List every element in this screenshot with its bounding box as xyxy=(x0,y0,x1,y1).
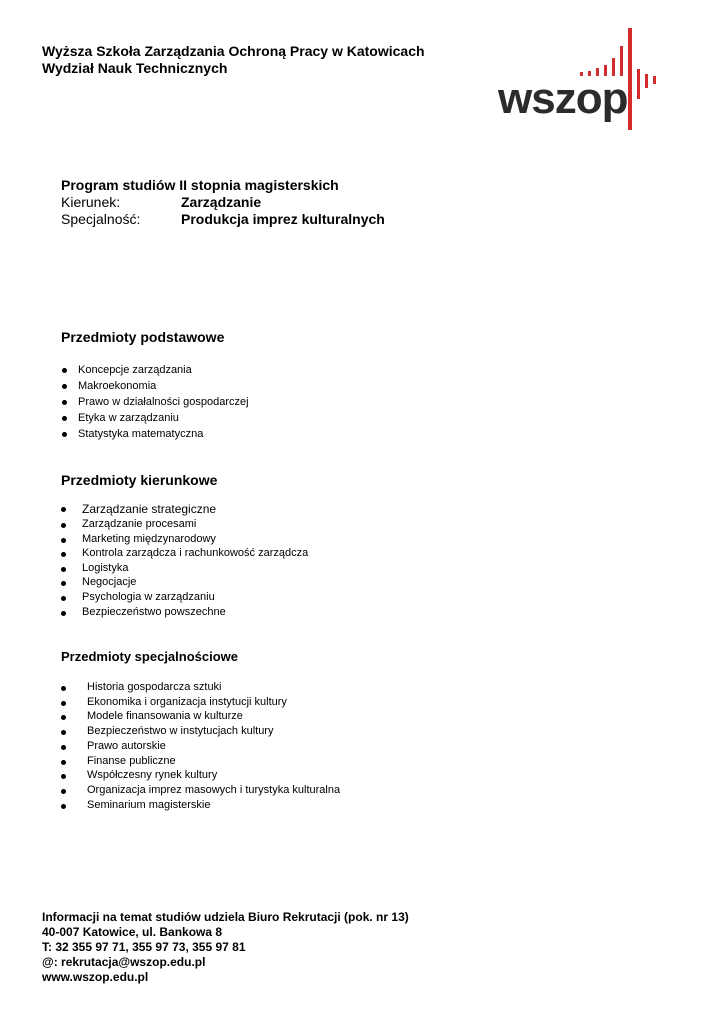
program-title: Program studiów II stopnia magisterskich xyxy=(61,177,339,193)
bullet-icon xyxy=(61,730,66,735)
list-kierunkowe xyxy=(61,501,308,619)
bullet-icon xyxy=(61,760,66,765)
list-item: Modele finansowania w kulturze xyxy=(61,709,340,724)
list-item: Psychologia w zarządzaniu xyxy=(61,590,308,605)
bullet-icon xyxy=(61,596,66,601)
wszop-logo-graphic xyxy=(498,28,660,132)
list-item: Marketing międzynarodowy xyxy=(61,532,308,547)
bullet-icon xyxy=(61,552,66,557)
list-item: Zarządzanie procesami xyxy=(61,517,308,532)
list-item: Ekonomika i organizacja instytucji kultury xyxy=(61,695,340,710)
bullet-icon xyxy=(61,523,66,528)
bullet-icon xyxy=(61,701,66,706)
bullet-icon xyxy=(62,368,67,373)
list-item: Statystyka matematyczna xyxy=(62,426,249,442)
bullet-icon xyxy=(61,789,66,794)
bullet-icon xyxy=(62,384,67,389)
list-specjalnosciowe xyxy=(61,680,340,812)
faculty-name: Wydział Nauk Technicznych xyxy=(42,60,228,76)
list-item: Współczesny rynek kultury xyxy=(61,768,340,783)
list-item: Etyka w zarządzaniu xyxy=(62,410,249,426)
bullet-icon xyxy=(61,804,66,809)
bullet-icon xyxy=(61,507,66,512)
list-item: Logistyka xyxy=(61,561,308,576)
bullet-icon xyxy=(61,715,66,720)
footer-website[interactable]: www.wszop.edu.pl xyxy=(42,970,149,984)
bullet-icon xyxy=(62,432,67,437)
logo-text: wszop xyxy=(498,74,628,123)
kierunek-value: Zarządzanie xyxy=(181,194,262,210)
list-item: Finanse publiczne xyxy=(61,754,340,769)
bullet-icon xyxy=(61,611,66,616)
bullet-icon xyxy=(61,567,66,572)
list-item: Prawo w działalności gospodarczej xyxy=(62,394,249,410)
footer-info-line: Informacji na temat studiów udziela Biuro Rekrutacji (pok. nr 13) xyxy=(42,910,409,924)
bullet-icon xyxy=(61,745,66,750)
list-item: Historia gospodarcza sztuki xyxy=(61,680,340,695)
wszop-logo xyxy=(498,28,660,132)
kierunek-label: Kierunek: xyxy=(61,194,121,210)
list-item: Koncepcje zarządzania xyxy=(62,362,249,378)
footer-email[interactable]: @: rekrutacja@wszop.edu.pl xyxy=(42,955,206,969)
specjalnosc-label: Specjalność: xyxy=(61,211,141,227)
section-title-podstawowe: Przedmioty podstawowe xyxy=(61,329,225,345)
section-title-kierunkowe: Przedmioty kierunkowe xyxy=(61,472,218,488)
footer-phone: T: 32 355 97 71, 355 97 73, 355 97 81 xyxy=(42,940,246,954)
bullet-icon xyxy=(61,686,66,691)
bullet-icon xyxy=(61,774,66,779)
list-item: Seminarium magisterskie xyxy=(61,798,340,813)
specjalnosc-row xyxy=(61,211,385,227)
contact-footer xyxy=(42,910,409,985)
bullet-icon xyxy=(62,416,67,421)
list-item: Zarządzanie strategiczne xyxy=(61,501,308,517)
specjalnosc-value: Produkcja imprez kulturalnych xyxy=(181,211,385,227)
bullet-icon xyxy=(61,581,66,586)
footer-address: 40-007 Katowice, ul. Bankowa 8 xyxy=(42,925,223,939)
list-podstawowe xyxy=(62,362,249,442)
list-item: Kontrola zarządcza i rachunkowość zarządcza xyxy=(61,546,308,561)
list-item: Bezpieczeństwo w instytucjach kultury xyxy=(61,724,340,739)
list-item: Bezpieczeństwo powszechne xyxy=(61,605,308,620)
kierunek-row xyxy=(61,194,261,210)
list-item: Makroekonomia xyxy=(62,378,249,394)
bullet-icon xyxy=(61,538,66,543)
school-name: Wyższa Szkoła Zarządzania Ochroną Pracy w Katowicach xyxy=(42,43,425,59)
list-item: Negocjacje xyxy=(61,575,308,590)
list-item: Organizacja imprez masowych i turystyka kulturalna xyxy=(61,783,340,798)
bullet-icon xyxy=(62,400,67,405)
section-title-specjalnosciowe: Przedmioty specjalnościowe xyxy=(61,649,239,664)
list-item: Prawo autorskie xyxy=(61,739,340,754)
